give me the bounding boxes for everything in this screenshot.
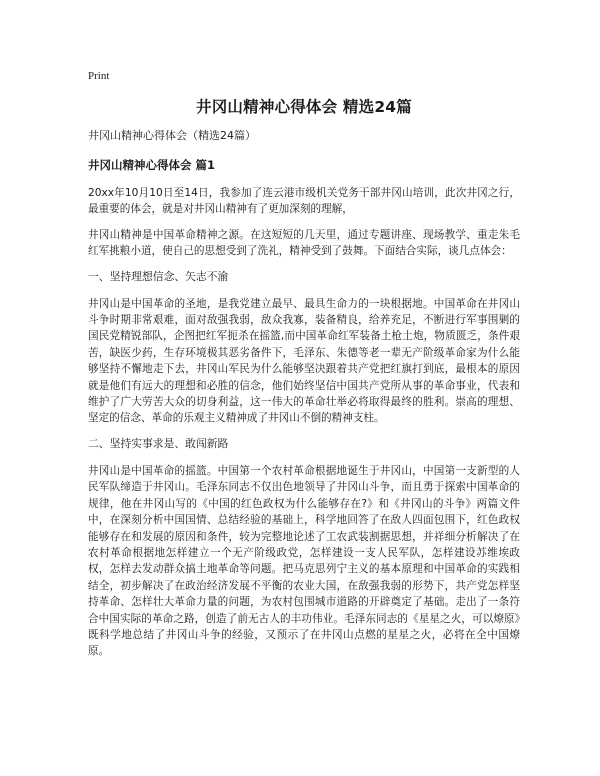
- page-title: 井冈山精神心得体会 精选24篇: [196, 98, 412, 116]
- document-page: [88, 70, 520, 669]
- paragraph-origin: 井冈山精神是中国革命精神之源。在这短短的几天里，通过专题讲座、现场教学、重走朱毛红军挑粮小道，使自己的思想受到了洗礼，精神受到了鼓舞。下面结合实际，谈几点体会：: [88, 228, 520, 258]
- paragraph-ideals: 井冈山是中国革命的圣地，是我党建立最早、最具生命力的一块根据地。中国革命在井冈山斗争时期非常艰难，面对敌强我弱，敌众我寡，装备精良，给养充足，不断进行军事围剿的国民党精锐部队，企图把红军扼杀在摇篮,而中国革命红军装备土枪土炮，物质匮乏，条件艰苦，缺医少药，生存环境极其恶劣备件下，毛泽东、朱德等老一辈无产阶级革命家为什么能够坚持不懈地走下去，井冈山军民为什么能够坚决跟着共产党把红旗打到底，最根本的原因就是他们有远大的理想和必胜的信念，他们始终坚信中国共产党所从事的革命事业，代表和维护了广大劳苦大众的切身利益，这一伟大的革命壮举必将取得最终的胜利。崇高的理想、坚定的信念、革命的乐观主义精神成了井冈山不倒的精神支柱。: [88, 297, 520, 425]
- paragraph-intro: 20xx年10月10日至14日，我参加了连云港市级机关党务干部井冈山培训，此次井冈之行，最重要的体会，就是对井冈山精神有了更加深刻的理解，: [88, 187, 520, 216]
- section-heading: 井冈山精神心得体会 篇1: [88, 158, 216, 172]
- paragraph-truth: 井冈山是中国革命的摇篮。中国第一个农村革命根据地诞生于井冈山，中国第一支新型的人民军队缔造于井冈山。毛泽东同志不仅出色地领导了井冈山斗争，而且勇于探索中国革命的规律，他在井冈山写的《中国的红色政权为什么能够存在?》和《井冈山的斗争》两篇文件中，在深刻分析中国国情、总结经验的基础上，科学地回答了在敌人四面包围下，红色政权能够存在和发展的原因和条件，较为完整地论述了工农武装割据思想，并祥细分析解决了在农村革命根据地怎样建立一个无产阶级政党，怎样建设一支人民军队，怎样建设苏维埃政权，怎样去发动群众搞土地革命等问题。把马克思列宁主义的基本原理和中国革命的实践相结全，初步解决了在政治经济发展不平衡的农业大国，在敌强我弱的形势下，共产党怎样坚持革命、怎样壮大革命力量的问题，为农村包围城市道路的开辟奠定了基础。走出了一条符合中国实际的革命之路，创造了前无古人的丰功伟业。毛泽东同志的《星星之火，可以燎原》既科学地总结了井冈山斗争的经验，又预示了在井冈山点燃的星星之火，必将在全中国燎原。: [88, 464, 520, 658]
- subheading-truth: 二、坚持实事求是、敢闯新路: [88, 436, 229, 450]
- document-subtitle: 井冈山精神心得体会（精选24篇）: [88, 129, 256, 142]
- print-link[interactable]: Print: [88, 70, 110, 82]
- subheading-ideals: 一、坚持理想信念、矢志不渝: [88, 269, 229, 283]
